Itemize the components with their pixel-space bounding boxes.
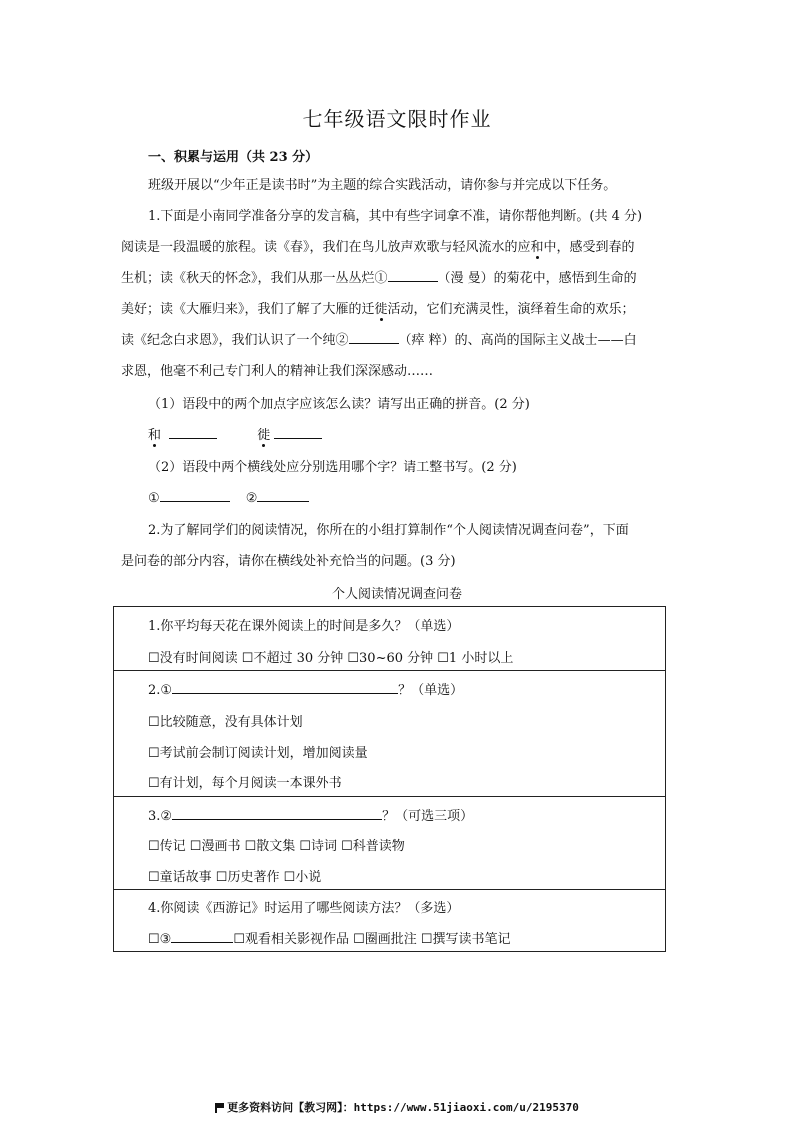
q1-prompt: 1.下面是小南同学准备分享的发言稿，其中有些字词拿不准，请你帮他判断。(共 4 分) [148, 209, 643, 224]
q4-text: 4.你阅读《西游记》时运用了哪些阅读方法？（多选） [148, 901, 460, 916]
q2-option-3[interactable]: ☐有计划，每个月阅读一本课外书 [148, 776, 342, 791]
char-label-2: ② [245, 491, 258, 506]
q2-option-1[interactable]: ☐比较随意，没有具体计划 [148, 715, 303, 730]
pinyin-blank-xi[interactable] [274, 426, 322, 439]
sub-question-1: （1）语段中的两个加点字应该怎么读？请写出正确的拼音。(2 分) [148, 397, 530, 412]
q2-text: 2.① ？（单选） [148, 683, 464, 698]
q1-text: 1.你平均每天花在课外阅读上的时间是多久？（单选） [148, 619, 460, 634]
char-label-1: ① [148, 491, 160, 506]
q3-text: 3.② ？（可选三项） [148, 809, 474, 824]
questionnaire-row-2 [114, 670, 665, 797]
q2-prompt-line-2: 是问卷的部分内容，请你在横线处补充恰当的问题。(3 分) [121, 554, 456, 569]
blank-1[interactable] [388, 269, 438, 282]
q4-other-options[interactable]: ☐观看相关影视作品 ☐圈画批注 ☐撰写读书笔记 [233, 932, 511, 947]
passage-line-3: 美好；读《大雁归来》，我们了解了大雁的迁徙活动，它们充满灵性，演绎着生命的欢乐； [121, 302, 635, 317]
passage-line-4: 读《纪念白求恩》，我们认识了一个纯② （瘁 粹）的、高尚的国际主义战士——白 [121, 333, 637, 348]
q2-blank[interactable] [172, 681, 398, 694]
passage-line-2: 生机；读《秋天的怀念》，我们从那一丛丛烂① （漫 曼）的菊花中，感悟到生命的 [121, 271, 637, 286]
q3-options-1[interactable]: ☐传记 ☐漫画书 ☐散文集 ☐诗词 ☐科普读物 [148, 839, 405, 854]
q4-blank[interactable] [171, 930, 233, 943]
footer-link-text[interactable]: 更多资料访问【教习网】：https://www.51jiaoxi.com/u/2195370 [227, 1101, 579, 1114]
char-blank-2[interactable] [257, 489, 309, 502]
q4-options [148, 928, 511, 947]
passage-line-1: 阅读是一段温暖的旅程。读《春》，我们在鸟儿放声欢歌与轻风流水的应和中，感受到春的 [121, 240, 635, 255]
footer[interactable] [0, 1099, 794, 1115]
questionnaire-table [113, 606, 666, 952]
char-blank-1[interactable] [160, 489, 230, 502]
pinyin-answers [148, 420, 322, 451]
questionnaire-row-1 [114, 607, 665, 671]
questionnaire-title: 个人阅读情况调查问卷 [331, 587, 462, 602]
flag-icon [215, 1103, 223, 1112]
q3-options-2[interactable]: ☐童话故事 ☐历史著作 ☐小说 [148, 870, 322, 885]
q2-prompt-line-1: 2.为了解同学们的阅读情况，你所在的小组打算制作“个人阅读情况调查问卷”，下面 [148, 523, 629, 538]
q4-option-3[interactable]: ☐③ [148, 932, 172, 947]
dotted-char-xi: 徙 [374, 302, 388, 317]
q2-option-2[interactable]: ☐考试前会制订阅读计划，增加阅读量 [148, 746, 368, 761]
blank-2[interactable] [349, 331, 399, 344]
questionnaire-row-3 [114, 796, 665, 890]
document-title: 七年级语文限时作业 [302, 107, 492, 131]
intro-text: 班级开展以“少年正是读书时”为主题的综合实践活动，请你参与并完成以下任务。 [148, 178, 617, 193]
pinyin-label-xi: 徙 [257, 428, 271, 443]
passage-line-5: 求恩，他毫不利己专门利人的精神让我们深深感动…… [121, 364, 434, 379]
q1-options[interactable]: ☐没有时间阅读 ☐不超过 30 分钟 ☐30~60 分钟 ☐1 小时以上 [148, 651, 514, 666]
section-heading: 一、积累与运用（共 23 分） [148, 150, 319, 165]
char-answers [148, 483, 309, 514]
pinyin-blank-he[interactable] [169, 426, 217, 439]
questionnaire-row-4 [114, 889, 665, 951]
q3-blank[interactable] [172, 807, 382, 820]
dotted-char-he: 和 [530, 240, 544, 255]
sub-question-2: （2）语段中两个横线处应分别选用哪个字？请工整书写。(2 分) [148, 460, 517, 475]
pinyin-label-he: 和 [148, 428, 162, 443]
